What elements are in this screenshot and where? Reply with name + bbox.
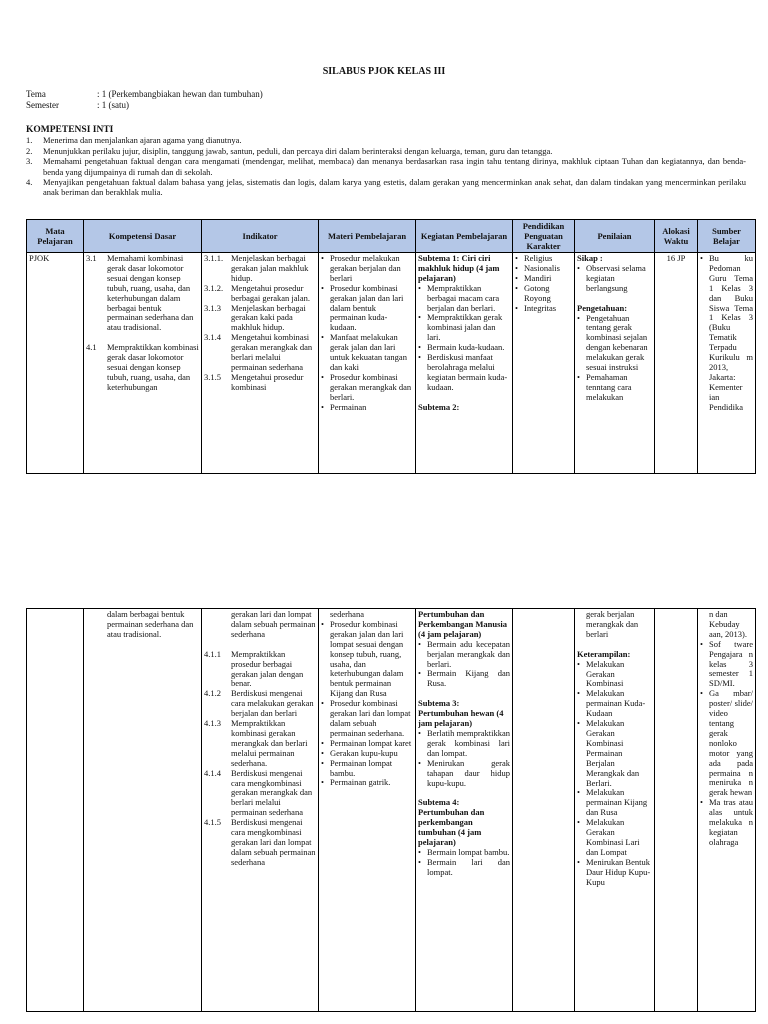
ki-text: Menerima dan menjalankan ajaran agama yang dianutnya. xyxy=(43,135,242,146)
karakter-item: • Integritas xyxy=(524,304,572,314)
cell-indikator xyxy=(202,253,319,474)
kd-text: dalam berbagai bentuk permainan sederhana dan atau tradisional. xyxy=(107,610,194,639)
cell-kegiatan xyxy=(416,609,513,1012)
indikator-number: 4.1.2 xyxy=(204,688,221,699)
karakter-item: • Gotong Royong xyxy=(524,284,572,304)
ki-item xyxy=(26,177,746,198)
kegiatan-item: • Bermain lari dan lompat. xyxy=(427,858,510,878)
kegiatan-item: • Mempraktikkan berbagai macam cara berjalan dan berlari. xyxy=(427,284,510,314)
materi-item: • Manfaat melakukan gerak jalan dan lari untuk kekuatan tangan dan kaki xyxy=(330,333,413,373)
ki-text: Memahami pengetahuan faktual dengan cara mengamati (mendengar, melihat, membaca) dan menanya berdasarkan rasa ingin tahu tentang dirinya, makhluk ciptaan Tuhan dan kegiatannya, dan benda-benda yang dijumpainya di rumah dan di sekolah. xyxy=(43,156,746,177)
materi-item: • Permainan lompat bambu. xyxy=(330,759,413,779)
indikator-item xyxy=(204,333,316,373)
kegiatan-list xyxy=(418,848,510,878)
pengetahuan-item: • Pengetahuan tentang gerak kombinasi sejalan dengan kebenaran melakukan gerak sesuai instruksi xyxy=(586,314,652,373)
ki-text: Menyajikan pengetahuan faktual dalam bahasa yang jelas, sistematis dan logis, dalam karya yang estetis, dalam gerakan yang mencerminkan anak sehat, dan dalam tindakan yang mencerminkan perilaku anak beriman dan berakhlak mulia. xyxy=(43,177,746,198)
materi-item: • Permainan gatrik. xyxy=(330,778,413,788)
penilaian-cont: gerak berjalan merangkak dan berlari xyxy=(586,610,639,639)
kegiatan-list xyxy=(418,284,510,393)
kegiatan-item: • Bermain lompat bambu. xyxy=(427,848,510,858)
subtema-2-title: Subtema 2: xyxy=(418,401,460,412)
cell-materi xyxy=(319,253,416,474)
indikator-number: 4.1.3 xyxy=(204,718,221,729)
sumber-item: • Bu ku Pedoman Guru Tema 1 Kelas 3 dan Buku Siswa Tema 1 Kelas 3 (Buku Tematik Terpadu Kurikulu m 2013, Jakarta: Kementer ian Pendidika xyxy=(709,254,753,413)
sikap-list xyxy=(577,264,652,294)
table-header-row xyxy=(27,220,756,253)
ki-item xyxy=(26,135,746,145)
materi-item: • Prosedur kombinasi gerakan jalan dan lari dalam bentuk permainan kuda-kudaan. xyxy=(330,284,413,334)
table-row xyxy=(27,253,756,474)
materi-item: • Permainan lompat karet xyxy=(330,739,413,749)
karakter-item: • Religius xyxy=(524,254,572,264)
indikator-item xyxy=(204,284,316,304)
header-materi: Materi Pembelajaran xyxy=(319,220,416,253)
kegiatan-item: • Berdiskusi manfaat berolahraga melalui kegiatan bermain kuda-kudaan. xyxy=(427,353,510,393)
pengetahuan-item: • Pemahaman tenntang cara melakukan xyxy=(586,373,652,403)
sumber-item: • Ma tras atau alas untuk melakuka n kegiatan olahraga xyxy=(709,798,753,848)
indikator-item xyxy=(204,689,316,719)
indikator-number: 4.1.4 xyxy=(204,767,221,778)
keterampilan-item: • Melakukan Gerakan Kombinasi Lari dan Lompat xyxy=(586,818,652,858)
indikator-text: Menjelaskan berbagai gerakan jalan makhluk hidup. xyxy=(231,254,309,283)
header-mata-pelajaran: Mata Pelajaran xyxy=(27,220,84,253)
karakter-list xyxy=(515,254,572,313)
header-indikator: Indikator xyxy=(202,220,319,253)
kegiatan-list xyxy=(418,640,510,690)
ki-number: 1. xyxy=(26,135,33,146)
keterampilan-item: • Melakukan Gerakan Kombinasi Permainan Berjalan Merangkak dan Berlari. xyxy=(586,719,652,788)
materi-item: • Prosedur kombinasi gerakan lari dan lompat dalam sebuah permainan sederhana. xyxy=(330,699,413,739)
meta-label: Semester xyxy=(26,100,59,110)
indikator-number: 3.1.4 xyxy=(204,332,221,343)
indikator-text: Berdiskusi mengenai cara mengkombinasi gerakan lari dan lompat dalam sebuah permainan sederhana xyxy=(231,817,316,867)
materi-item: • Prosedur kombinasi gerakan jalan dan lari lompat sesuai dengan konsep tubuh, ruang, usaha, dan keterhubungan dalam bentuk permainan Kijang dan Rusa xyxy=(330,620,413,699)
header-penilaian: Penilaian xyxy=(575,220,655,253)
kd-text: Mempraktikkan kombinasi gerak dasar lokomotor sesuai dengan konsep tubuh, ruang, usaha, dan keterhubungan xyxy=(107,342,199,392)
kd-item xyxy=(86,610,199,640)
cell-penilaian xyxy=(575,253,655,474)
sumber-list xyxy=(700,254,753,413)
kd-text: Memahami kombinasi gerak dasar lokomotor sesuai dengan konsep tubuh, ruang, usaha, dan keterhubungan dalam berbagai bentuk permainan sederhana dan atau tradisional. xyxy=(107,254,194,333)
kegiatan-item: • Menirukan gerak tahapan daur hidup kupu-kupu. xyxy=(427,759,510,789)
kegiatan-item: • Bermain kuda-kudaan. xyxy=(427,343,510,353)
mapel-text: PJOK xyxy=(29,254,50,263)
kegiatan-item: • Mempraktikkan gerak kombinasi jalan dan lari. xyxy=(427,313,510,343)
pengetahuan-list xyxy=(577,314,652,403)
meta-tema xyxy=(26,89,263,100)
keterampilan-item: • Menirukan Bentuk Daur Hidup Kupu-Kupu xyxy=(586,858,652,888)
sikap-title: Sikap : xyxy=(577,254,603,263)
karakter-item: • Nasionalis xyxy=(524,264,572,274)
ki-text: Menunjukkan perilaku jujur, disiplin, tanggung jawab, santun, peduli, dan percaya diri dalam berinteraksi dengan keluarga, teman, guru dan tetangga. xyxy=(43,145,553,156)
cell-materi xyxy=(319,609,416,1012)
materi-item: • Prosedur melakukan gerakan berjalan dan berlari xyxy=(330,254,413,284)
indikator-number: 3.1.2. xyxy=(204,282,224,293)
indikator-item xyxy=(204,373,316,393)
indikator-number: 3.1.3 xyxy=(204,302,221,313)
header-kegiatan: Kegiatan Pembelajaran xyxy=(416,220,513,253)
table-row xyxy=(27,609,756,1012)
indikator-text: Mengetahui prosedur berbagai gerakan jalan. xyxy=(231,282,311,303)
ki-number: 2. xyxy=(26,145,33,156)
indikator-number: 3.1.1. xyxy=(204,254,224,263)
cell-sumber xyxy=(698,609,756,1012)
kegiatan-list xyxy=(418,729,510,788)
indikator-item xyxy=(204,818,316,868)
sumber-cont: n dan Kebuday aan, 2013). xyxy=(709,610,748,639)
indikator-text: Berdiskusi mengenai cara mengkombinasi gerakan merangkak dan berlari melalui permainan sederhana xyxy=(231,767,313,818)
cell-alokasi xyxy=(655,253,698,474)
indikator-text: Mengetahui prosedur kombinasi xyxy=(231,371,304,392)
indikator-number: 4.1.1 xyxy=(204,648,221,659)
kd-number: 4.1 xyxy=(86,342,97,353)
keterampilan-list xyxy=(577,660,652,888)
indikator-number: 3.1.5 xyxy=(204,371,221,382)
sumber-item: • Ga mbar/ poster/ slide/ video tentang gerak nonloko motor yang ada pada permaina n meniruka n gerak hewan xyxy=(709,689,753,798)
meta-semester xyxy=(26,100,263,111)
keterampilan-item: • Melakukan Gerakan Kombinasi xyxy=(586,660,652,690)
syllabus-table-page-2 xyxy=(26,608,756,1012)
kegiatan-item: • Berlatih mempraktikkan gerak kombinasi lari dan lompat. xyxy=(427,729,510,759)
cell-kd xyxy=(84,609,202,1012)
header-alokasi: Alokasi Waktu xyxy=(655,220,698,253)
meta-value: : 1 (Perkembangbiakan hewan dan tumbuhan) xyxy=(97,89,263,99)
header-kompetensi-dasar: Kompetensi Dasar xyxy=(84,220,202,253)
ki-item xyxy=(26,146,746,156)
indikator-text: Mempraktikkan prosedur berbagai gerakan jalan dengan benar. xyxy=(231,648,304,689)
materi-item: • Prosedur kombinasi gerakan merangkak dan berlari. xyxy=(330,373,413,403)
syllabus-table-page-1 xyxy=(26,219,756,474)
pengetahuan-title: Pengetahuan: xyxy=(577,302,628,313)
meta-value: : 1 (satu) xyxy=(97,100,129,110)
indikator-text: Mempraktikkan kombinasi gerakan merangkak dan berlari melalui permainan sederhana. xyxy=(231,718,308,768)
materi-item: • Permainan xyxy=(330,403,413,413)
indikator-number: 4.1.5 xyxy=(204,817,221,828)
cell-karakter xyxy=(513,253,575,474)
meta-label: Tema xyxy=(26,89,46,99)
cell-sumber xyxy=(698,253,756,474)
ki-heading: KOMPETENSI INTI xyxy=(26,125,114,135)
ki-number: 3. xyxy=(26,156,33,167)
indikator-text: Berdiskusi mengenai cara melakukan gerakan berjalan dan berlari xyxy=(231,688,314,719)
cell-alokasi xyxy=(655,609,698,1012)
indikator-text: Menjelaskan berbagai gerakan kaki pada makhluk hidup. xyxy=(231,302,306,333)
page-title: SILABUS PJOK KELAS III xyxy=(322,66,446,77)
ki-item xyxy=(26,156,746,177)
cell-kd xyxy=(84,253,202,474)
keterampilan-item: • Melakukan permainan Kuda-Kudaan xyxy=(586,689,652,719)
subtema-3-title: Subtema 3: Pertumbuhan hewan (4 jam pelajaran) xyxy=(418,698,504,729)
indikator-item xyxy=(204,254,316,284)
materi-item: • Gerakan kupu-kupu xyxy=(330,749,413,759)
subtema-1-title: Subtema 1: Ciri ciri makhluk hidup (4 jam pelajaran) xyxy=(418,254,500,283)
header-karakter: Pendidikan Penguatan Karakter xyxy=(513,220,575,253)
materi-list xyxy=(321,254,413,413)
sumber-item: • Sof tware Pengajara n kelas 3 semester 1 SD/MI. xyxy=(709,640,753,690)
document-meta xyxy=(26,89,263,111)
indikator-item xyxy=(204,650,316,690)
kd-item xyxy=(86,343,199,393)
cell-mapel xyxy=(27,253,84,474)
kd-item xyxy=(86,254,199,333)
ki-number: 4. xyxy=(26,177,33,188)
subtema-2-cont-title: Pertumbuhan dan Perkembangan Manusia (4 jam pelajaran) xyxy=(418,610,508,639)
indikator-item xyxy=(204,304,316,334)
kd-number: 3.1 xyxy=(86,254,97,263)
kompetensi-inti xyxy=(26,125,746,198)
kegiatan-item: • Bermain Kijang dan Rusa. xyxy=(427,669,510,689)
indikator-item xyxy=(204,610,316,640)
indikator-text: Mengetahui kombinasi gerakan merangkak dan berlari melalui permainan sederhana xyxy=(231,332,313,372)
indikator-item xyxy=(204,769,316,819)
cell-indikator xyxy=(202,609,319,1012)
header-sumber: Sumber Belajar xyxy=(698,220,756,253)
subtema-4-title: Subtema 4: Pertumbuhan dan perkembangan tumbuhan (4 jam pelajaran) xyxy=(418,797,485,848)
materi-cont: sederhana xyxy=(330,610,364,619)
alokasi-text: 16 JP xyxy=(666,254,686,263)
karakter-item: • Mandiri xyxy=(524,274,572,284)
cell-karakter xyxy=(513,609,575,1012)
cell-kegiatan xyxy=(416,253,513,474)
keterampilan-title: Keterampilan: xyxy=(577,648,631,659)
indikator-item xyxy=(204,719,316,769)
keterampilan-item: • Melakukan permainan Kijang dan Rusa xyxy=(586,788,652,818)
materi-list xyxy=(321,620,413,788)
cell-mapel xyxy=(27,609,84,1012)
kegiatan-item: • Bermain adu kecepatan berjalan merangkak dan berlari. xyxy=(427,640,510,670)
indikator-text: gerakan lari dan lompat dalam sebuah permainan sederhana xyxy=(231,610,316,639)
sikap-item: • Observasi selama kegiatan berlangsung xyxy=(586,264,652,294)
cell-penilaian xyxy=(575,609,655,1012)
sumber-list xyxy=(700,640,753,848)
